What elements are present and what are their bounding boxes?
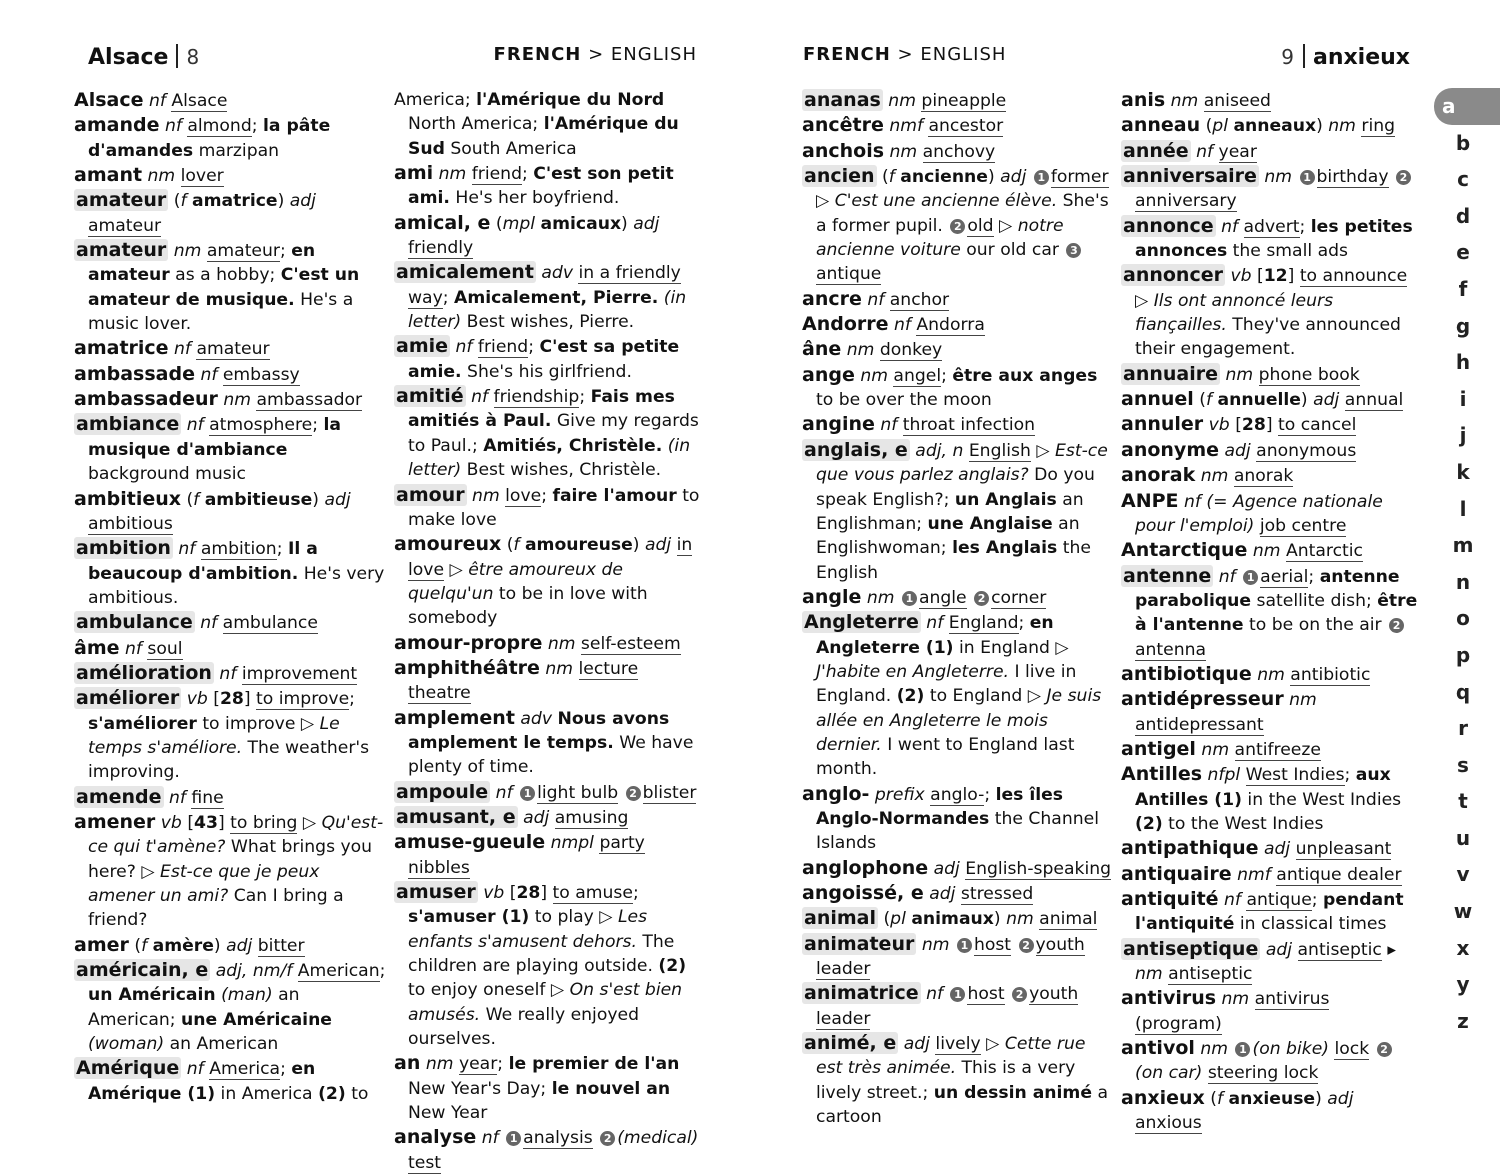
dictionary-entry: America; l'Amérique du Nord North America; l'Amérique du Sud South America xyxy=(394,90,679,159)
dictionary-entry: amende nf fine xyxy=(76,785,224,808)
dictionary-entry: amitié nf friendship; Fais mes amitiés à Paul. Give my regards to Paul.; Amitiés, Christèle. (in letter) Best wishes, Christèle. xyxy=(396,385,699,481)
dictionary-entry: antiquité nf antique; pendant l'antiquité in classical times xyxy=(1121,888,1404,935)
alphabet-tab-r[interactable]: r xyxy=(1458,716,1468,741)
lang-to: ENGLISH xyxy=(610,44,697,65)
alphabet-tab-w[interactable]: w xyxy=(1453,899,1473,924)
entry-column-4 xyxy=(1121,88,1421,1135)
sense-number-icon: 1 xyxy=(902,591,917,606)
dictionary-entry: anonyme adj anonymous xyxy=(1121,438,1357,461)
dictionary-entry: amant nm lover xyxy=(74,164,224,187)
left-page-number: 8 xyxy=(186,45,201,69)
dictionary-entry: ancêtre nmf ancestor xyxy=(802,114,1004,137)
dictionary-entry: antenne nf 1 aerial; antenne parabolique satellite dish; être à l'antenne to be on the air 2antenna xyxy=(1123,564,1418,660)
alphabet-tab-a[interactable]: a xyxy=(1434,88,1500,125)
dictionary-entry: Andorre nf Andorra xyxy=(802,313,985,336)
dictionary-entry: antigel nm antifreeze xyxy=(1121,737,1321,760)
dictionary-entry: anglais, e adj, n English ▷ Est-ce que vous parlez anglais? Do you speak English?; un Anglais an Englishman; une Anglaise an Englishwoman; les Anglais the English xyxy=(804,438,1108,583)
dictionary-entry: ami nm friend; C'est son petit ami. He's her boyfriend. xyxy=(394,162,674,209)
lang-arrow: > xyxy=(897,44,914,65)
alphabet-tab-u[interactable]: u xyxy=(1455,825,1471,850)
dictionary-entry: amande nf almond; la pâte d'amandes marzipan xyxy=(74,114,331,161)
entry-column-3 xyxy=(802,88,1114,1129)
sense-number-icon: 1 xyxy=(957,938,972,953)
alphabet-tab-x[interactable]: x xyxy=(1456,935,1470,960)
alphabet-tab-k[interactable]: k xyxy=(1456,459,1470,484)
sense-number-icon: 2 xyxy=(1389,618,1404,633)
dictionary-entry: animateur nm 1 host 2 youth leader xyxy=(804,932,1085,980)
alphabet-tab-q[interactable]: q xyxy=(1455,679,1471,704)
lang-arrow: > xyxy=(588,44,605,65)
dictionary-entry: anxieux (f anxieuse) adj anxious xyxy=(1121,1086,1354,1134)
dictionary-entry: ambitieux (f ambitieuse) adj ambitious xyxy=(74,487,351,534)
dictionary-entry: amie nf friend; C'est sa petite amie. She's his girlfriend. xyxy=(396,335,680,382)
alphabet-tab-n[interactable]: n xyxy=(1455,569,1471,594)
alphabet-tab-i[interactable]: i xyxy=(1459,386,1467,411)
dictionary-entry: amusant, e adj amusing xyxy=(396,805,629,828)
dictionary-entry: amatrice nf amateur xyxy=(74,337,270,360)
dictionary-entry: ancre nf anchor xyxy=(802,287,950,310)
alphabet-tab-s[interactable]: s xyxy=(1457,752,1469,777)
dictionary-entry: améliorer vb [28] to improve; s'améliorer to improve ▷ Le temps s'améliore. The weather's improving. xyxy=(76,687,370,783)
lang-from: FRENCH xyxy=(803,44,891,65)
dictionary-entry: annuler vb [28] to cancel xyxy=(1121,413,1357,436)
alphabet-tab-b[interactable]: b xyxy=(1455,130,1471,155)
right-page-header xyxy=(1281,44,1410,70)
dictionary-entry: an nm year; le premier de l'an New Year's Day; le nouvel an New Year xyxy=(394,1052,680,1124)
left-page-header xyxy=(88,44,200,70)
alphabet-tab-t[interactable]: t xyxy=(1458,789,1468,814)
sense-number-icon: 2 xyxy=(1012,987,1027,1002)
dictionary-entry: amplement adv Nous avons amplement le temps. We have plenty of time. xyxy=(394,706,694,778)
alphabet-tab-e[interactable]: e xyxy=(1456,240,1470,265)
dictionary-entry: ancien (f ancienne) adj 1 former ▷ C'est une ancienne élève. She's a former pupil. 2 old ▷ notre ancienne voiture our old car 3antique xyxy=(804,165,1109,285)
alphabet-tab-v[interactable]: v xyxy=(1456,862,1470,887)
alphabet-thumb-index xyxy=(1430,88,1500,1039)
dictionary-entry: annuaire nm phone book xyxy=(1123,362,1360,385)
dictionary-entry: antidépresseur nm antidepressant xyxy=(1121,688,1317,735)
right-page-number: 9 xyxy=(1281,45,1295,69)
dictionary-entry: anorak nm anorak xyxy=(1121,464,1294,487)
dictionary-entry: amical, e (mpl amicaux) adj friendly xyxy=(394,211,660,259)
dictionary-entry: annonce nf advert; les petites annonces the small ads xyxy=(1123,214,1413,262)
dictionary-entry: amer (f amère) adj bitter xyxy=(74,933,305,956)
dictionary-entry: amoureux (f amoureuse) adj in love ▷ être amoureux de quelqu'un to be in love with somebody xyxy=(394,533,693,629)
dictionary-entry: annuel (f annuelle) adj annual xyxy=(1121,388,1404,411)
dictionary-entry: animatrice nf 1 host 2 youth leader xyxy=(804,982,1079,1029)
dictionary-entry: antivol nm 1 (on bike) lock 2(on car) steering lock xyxy=(1121,1036,1421,1086)
sense-number-icon: 1 xyxy=(520,786,535,801)
dictionary-entry: angle nm 1 angle 2 corner xyxy=(802,585,1047,608)
dictionary-entry: animé, e adj lively ▷ Cette rue est très animée. This is a very lively street.; un dessin animé a cartoon xyxy=(804,1032,1108,1128)
alphabet-tab-y[interactable]: y xyxy=(1456,972,1470,997)
lang-to: ENGLISH xyxy=(920,44,1007,65)
dictionary-entry: amateur nm amateur; en amateur as a hobby; C'est un amateur de musique. He's a music lover. xyxy=(76,239,360,335)
dictionary-entry: amateur (f amatrice) adj amateur xyxy=(76,189,316,236)
dictionary-entry: ambulance nf ambulance xyxy=(76,611,318,634)
sense-number-icon: 1 xyxy=(1243,570,1258,585)
sense-number-icon: 2 xyxy=(626,786,641,801)
dictionary-entry: âne nm donkey xyxy=(802,338,943,361)
dictionary-entry: Amérique nf America; en Amérique (1) in America (2) to xyxy=(76,1057,369,1104)
dictionary-entry: amour-propre nm self-esteem xyxy=(394,631,681,654)
dictionary-entry: anneau (pl anneaux) nm ring xyxy=(1121,114,1396,137)
dictionary-entry: amener vb [43] to bring ▷ Qu'est-ce qui t'amène? What brings you here? ▷ Est-ce que je peux amener un ami? Can I bring a friend? xyxy=(74,810,384,931)
sense-number-icon: 1 xyxy=(506,1131,521,1146)
sense-number-icon: 1 xyxy=(950,987,965,1002)
dictionary-entry: amicalement adv in a friendly way; Amicalement, Pierre. (in letter) Best wishes, Pierre. xyxy=(396,261,687,333)
dictionary-entry: antivirus nm antivirus (program) xyxy=(1121,987,1330,1034)
lang-from: FRENCH xyxy=(493,44,582,65)
dictionary-entry: amour nm love; faire l'amour to make love xyxy=(396,483,700,530)
header-divider xyxy=(1303,44,1305,68)
dictionary-entry: année nf year xyxy=(1123,139,1257,162)
dictionary-entry: amphithéâtre nm lecture theatre xyxy=(394,656,639,704)
left-language-pair xyxy=(494,44,697,65)
alphabet-tab-d[interactable]: d xyxy=(1455,203,1471,228)
alphabet-tab-m[interactable]: m xyxy=(1452,533,1474,558)
entry-column-2 xyxy=(394,88,706,1175)
dictionary-entry: amuse-gueule nmpl party nibbles xyxy=(394,831,645,878)
dictionary-entry: anchois nm anchovy xyxy=(802,139,996,162)
dictionary-entry: ANPE nf (= Agence nationale pour l'emploi) job centre xyxy=(1121,489,1383,536)
dictionary-entry: antibiotique nm antibiotic xyxy=(1121,662,1371,685)
alphabet-tab-h[interactable]: h xyxy=(1455,350,1471,375)
sense-number-icon: 2 xyxy=(600,1131,615,1146)
entry-column-1 xyxy=(74,88,386,1106)
sense-number-icon: 1 xyxy=(1235,1042,1250,1057)
dictionary-entry: Antilles nfpl West Indies; aux Antilles (1) in the West Indies (2) to the West Indies xyxy=(1121,763,1402,834)
dictionary-entry: animal (pl animaux) nm animal xyxy=(804,907,1098,930)
sense-number-icon: 3 xyxy=(1066,243,1081,258)
alphabet-tab-c[interactable]: c xyxy=(1457,167,1469,192)
alphabet-tab-f[interactable]: f xyxy=(1458,276,1468,301)
dictionary-entry: ambassadeur nm ambassador xyxy=(74,388,363,411)
dictionary-entry: âme nf soul xyxy=(74,636,183,659)
dictionary-entry: annoncer vb [12] to announce ▷ Ils ont annoncé leurs fiançailles. They've announced their engagement. xyxy=(1123,264,1408,360)
sense-number-icon: 1 xyxy=(1034,170,1049,185)
dictionary-entry: angoissé, e adj stressed xyxy=(802,882,1034,904)
alphabet-tab-z[interactable]: z xyxy=(1457,1008,1469,1033)
dictionary-entry: amélioration nf improvement xyxy=(76,661,358,684)
sense-number-icon: 1 xyxy=(1300,170,1315,185)
alphabet-tab-p[interactable]: p xyxy=(1455,642,1471,667)
left-guideword: Alsace xyxy=(88,45,169,70)
dictionary-entry: Antarctique nm Antarctic xyxy=(1121,539,1363,562)
dictionary-entry: antiquaire nmf antique dealer xyxy=(1121,862,1402,885)
dictionary-entry: anniversaire nm 1 birthday 2anniversary xyxy=(1121,164,1421,214)
sense-number-icon: 2 xyxy=(1019,938,1034,953)
header-divider xyxy=(176,44,178,68)
alphabet-tab-l[interactable]: l xyxy=(1459,496,1467,521)
right-guideword: anxieux xyxy=(1312,45,1410,70)
sense-number-icon: 2 xyxy=(950,219,965,234)
dictionary-entry: ananas nm pineapple xyxy=(804,89,1007,111)
dictionary-entry: anglo- prefix anglo-; les îles Anglo-Normandes the Channel Islands xyxy=(802,782,1099,854)
dictionary-entry: ampoule nf 1 light bulb 2 blister xyxy=(396,780,697,803)
dictionary-entry: ambassade nf embassy xyxy=(74,362,300,385)
dictionary-entry: américain, e adj, nm/f American; un Américain (man) an American; une Américaine (woman) an American xyxy=(76,959,386,1055)
dictionary-entry: ambiance nf atmosphere; la musique d'ambiance background music xyxy=(76,413,342,485)
dictionary-entry: Alsace nf Alsace xyxy=(74,89,228,111)
dictionary-entry: anglophone adj English-speaking xyxy=(802,856,1112,879)
alphabet-tab-o[interactable]: o xyxy=(1456,606,1470,631)
dictionary-entry: Angleterre nf England; en Angleterre (1) in England ▷ J'habite en Angleterre. I live in England. (2) to England ▷ Je suis allée en Angleterre le mois dernier. I went to England last month. xyxy=(804,611,1102,780)
right-language-pair xyxy=(803,44,1006,65)
alphabet-tab-j[interactable]: j xyxy=(1459,423,1467,448)
dictionary-entry: ambition nf ambition; Il a beaucoup d'ambition. He's very ambitious. xyxy=(76,537,385,608)
alphabet-tab-g[interactable]: g xyxy=(1455,313,1471,338)
dictionary-entry: antiseptique adj antiseptic ▸ nm antiseptic xyxy=(1123,937,1396,985)
sense-number-icon: 2 xyxy=(974,591,989,606)
sense-number-icon: 2 xyxy=(1377,1042,1392,1057)
dictionary-entry: analyse nf 1 analysis 2 (medical) test xyxy=(394,1126,699,1173)
dictionary-entry: ange nm angel; être aux anges to be over the moon xyxy=(802,363,1098,411)
dictionary-entry: angine nf throat infection xyxy=(802,413,1036,436)
sense-number-icon: 2 xyxy=(1396,170,1411,185)
dictionary-entry: amuser vb [28] to amuse; s'amuser (1) to play ▷ Les enfants s'amusent dehors. The children are playing outside. (2) to enjoy oneself ▷ On s'est bien amusés. We really enjoyed ourselves. xyxy=(396,881,687,1050)
dictionary-entry: antipathique adj unpleasant xyxy=(1121,837,1392,860)
dictionary-entry: anis nm aniseed xyxy=(1121,89,1271,111)
